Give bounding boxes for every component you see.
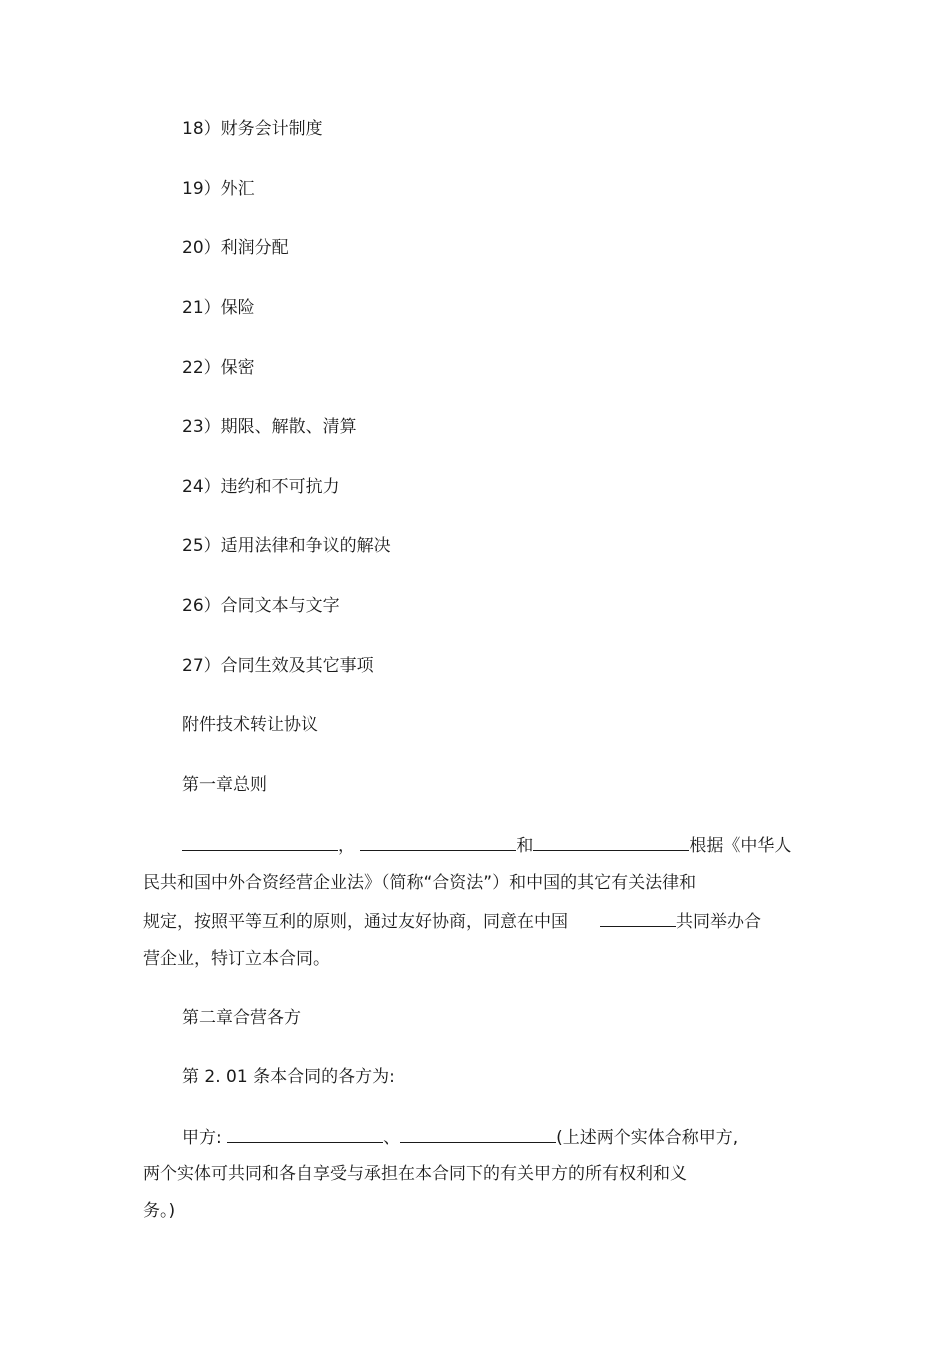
- paragraph-text: 根据《中华人: [689, 836, 792, 856]
- paragraph-line: 营企业，特订立本合同。: [143, 949, 330, 969]
- paragraph-line: [182, 1126, 738, 1149]
- chapter-title: 第一章总则: [182, 775, 267, 795]
- toc-item: 27）合同生效及其它事项: [182, 656, 374, 676]
- paragraph-text: 规定，按照平等互利的原则，通过友好协商，同意在中国: [143, 912, 568, 932]
- paragraph-line: 两个实体可共同和各自享受与承担在本合同下的有关甲方的所有权利和义: [143, 1164, 687, 1184]
- toc-item: 22）保密: [182, 358, 255, 378]
- paragraph-line: [143, 910, 761, 933]
- conjunction: 和: [516, 836, 534, 856]
- fill-blank: [600, 910, 676, 927]
- appendix-title: 附件技术转让协议: [182, 715, 318, 735]
- fill-blank: [400, 1126, 556, 1143]
- separator: ，: [338, 836, 355, 856]
- fill-blank: [182, 834, 338, 851]
- fill-blank: [227, 1126, 383, 1143]
- toc-item: 24）违约和不可抗力: [182, 477, 340, 497]
- toc-item: 18）财务会计制度: [182, 119, 323, 139]
- toc-item: 23）期限、解散、清算: [182, 417, 357, 437]
- toc-item: 26）合同文本与文字: [182, 596, 340, 616]
- paragraph-line: 务。): [143, 1201, 176, 1221]
- toc-item: 20）利润分配: [182, 238, 289, 258]
- chapter-title: 第二章合营各方: [182, 1008, 301, 1028]
- fill-blank: [360, 834, 516, 851]
- fill-blank: [533, 834, 689, 851]
- separator: 、: [383, 1128, 401, 1148]
- toc-item: 25）适用法律和争议的解决: [182, 536, 391, 556]
- toc-item: 21）保险: [182, 298, 255, 318]
- paragraph-text: (上述两个实体合称甲方,: [556, 1128, 739, 1148]
- party-label: 甲方:: [182, 1128, 222, 1148]
- paragraph-line: [182, 834, 791, 857]
- paragraph-text: 共同举办合: [676, 912, 761, 932]
- paragraph-line: 民共和国中外合资经营企业法》（简称“合资法”）和中国的其它有关法律和: [143, 873, 697, 893]
- toc-item: 19）外汇: [182, 179, 255, 199]
- article-heading: 第 2. 01 条本合同的各方为:: [182, 1067, 395, 1087]
